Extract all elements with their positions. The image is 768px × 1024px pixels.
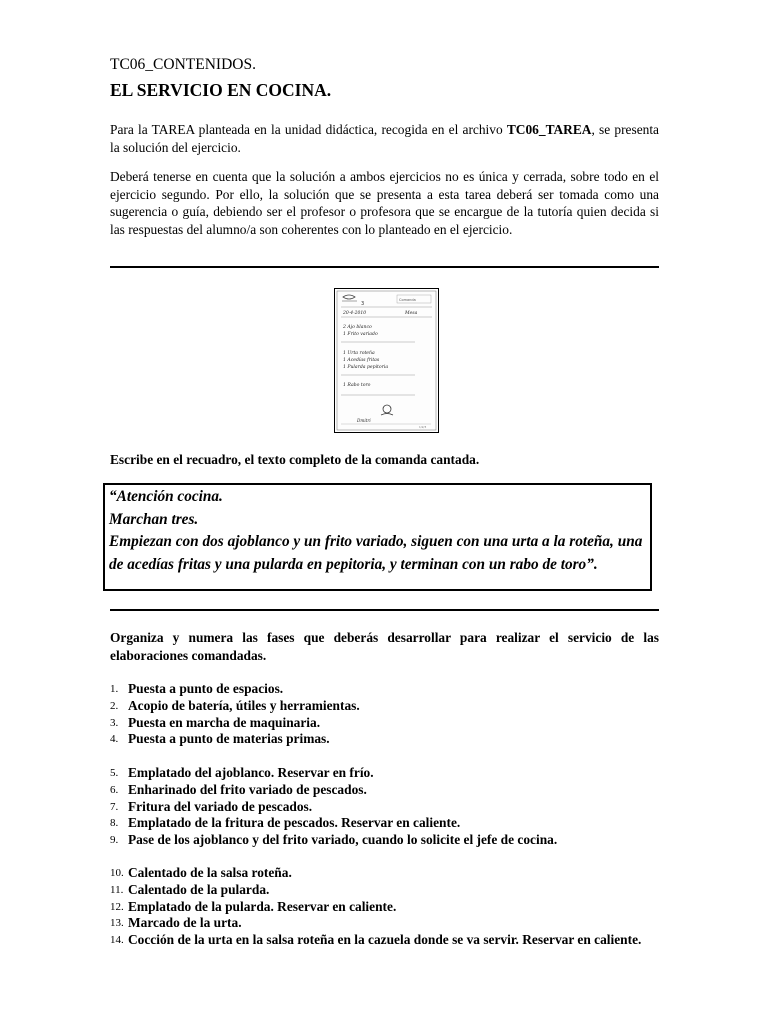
step-number: 9. <box>110 834 119 847</box>
ticket-item: 1 Frito variado <box>343 332 378 337</box>
step-number: 7. <box>110 800 119 813</box>
step-number: 1. <box>110 683 119 695</box>
question-2: Organiza y numera las fases que deberás desarrollar para realizar el servicio de las elaboraciones comandadas. <box>110 630 659 663</box>
ticket-item: 1 Rabo toro <box>343 383 371 388</box>
step-item <box>110 915 659 932</box>
file-reference: TC06_TAREA <box>506 122 592 137</box>
step-text: Emplatado de la pularda. Reservar en caliente. <box>128 898 397 914</box>
ticket-signature: Dmitri <box>357 418 371 423</box>
answer-line-2: Marchan tres. <box>109 510 199 528</box>
step-number: 8. <box>110 817 119 830</box>
step-number: 3. <box>110 716 119 729</box>
step-number: 4. <box>110 733 119 746</box>
steps-list-2 <box>110 765 659 849</box>
step-item <box>110 765 659 782</box>
step-item <box>110 815 659 832</box>
step-text: Puesta a punto de espacios. <box>128 681 284 696</box>
step-number: 13. <box>110 917 124 930</box>
intro-text: Para la TAREA planteada en la unidad didáctica, recogida en el archivo <box>110 122 507 137</box>
ticket-footer-ref: 1/2/3 <box>419 425 427 429</box>
document-title: EL SERVICIO EN COCINA. <box>110 80 332 100</box>
step-item <box>110 882 659 899</box>
step-text: Puesta a punto de materias primas. <box>128 731 330 747</box>
ticket-item: 1 Acedías fritas <box>343 358 380 363</box>
step-item <box>110 731 659 748</box>
ticket-item: 1 Pularda pepitoria <box>343 365 389 370</box>
ticket-item: 2 Ajo blanco <box>343 325 372 330</box>
step-number: 2. <box>110 699 119 712</box>
question-1: Escribe en el recuadro, el texto completo de la comanda cantada. <box>110 452 480 467</box>
document-code: TC06_CONTENIDOS. <box>110 56 256 73</box>
step-text: Acopio de batería, útiles y herramientas. <box>128 697 360 713</box>
divider <box>110 609 659 611</box>
step-number: 5. <box>110 767 119 779</box>
step-text: Emplatado de la fritura de pescados. Reservar en caliente. <box>128 815 461 831</box>
step-text: Cocción de la urta en la salsa roteña en la cazuela donde se va servir. Reservar en caliente. <box>128 932 642 948</box>
step-number: 11. <box>110 883 124 896</box>
step-item <box>110 782 659 799</box>
step-text: Enharinado del frito variado de pescados. <box>128 781 367 797</box>
step-text: Puesta en marcha de maquinaria. <box>128 714 321 730</box>
step-text: Marcado de la urta. <box>128 915 242 931</box>
step-number: 6. <box>110 783 119 796</box>
order-ticket-drawing <box>335 289 438 432</box>
intro-text-end: , se presenta la solución del ejercicio. <box>110 122 659 155</box>
ticket-date: 20-4-2010 <box>343 311 367 316</box>
steps-list-3 <box>110 865 659 949</box>
answer-line-1: “Atención cocina. <box>109 488 223 505</box>
ticket-item: 1 Urta roteña <box>343 351 375 356</box>
intro-paragraph-2: Deberá tenerse en cuenta que la solución a ambos ejercicios no es única y cerrada, sobre todo en el ejercicio segundo. Por ello, la solución que se presenta a esta tarea deberá ser tomada como una sugerencia o guía, debiendo ser el profesor o profesora que se encargue de la tutoría quien decida si las respuestas del alumno/a son coherentes con lo planteado en el ejercicio. <box>110 169 659 237</box>
answer-box <box>103 483 652 591</box>
step-item <box>110 865 659 882</box>
step-item <box>110 799 659 816</box>
steps-list-1 <box>110 681 659 748</box>
step-item <box>110 899 659 916</box>
step-text: Pase de los ajoblanco y del frito variado, cuando lo solicite el jefe de cocina. <box>128 832 558 848</box>
ticket-header-text: Comanda <box>399 298 416 302</box>
step-item <box>110 932 659 949</box>
intro-paragraph-1 <box>110 121 659 156</box>
step-item <box>110 698 659 715</box>
step-item <box>110 681 659 698</box>
step-text: Calentado de la salsa roteña. <box>128 865 292 880</box>
step-number: 10. <box>110 867 124 879</box>
order-ticket-image <box>334 288 439 433</box>
divider <box>110 266 659 268</box>
step-text: Emplatado del ajoblanco. Reservar en frío. <box>128 765 374 780</box>
step-item <box>110 832 659 849</box>
step-item <box>110 715 659 732</box>
ticket-table-label: Mesa <box>405 311 418 316</box>
ticket-number: 3 <box>361 301 365 307</box>
step-text: Fritura del variado de pescados. <box>128 798 313 814</box>
step-number: 14. <box>110 934 124 947</box>
step-number: 12. <box>110 900 124 913</box>
answer-line-3: Empiezan con dos ajoblanco y un frito variado, siguen con una urta a la roteña, una de acedías fritas y una pularda en pepitoria, y terminan con un rabo de toro”. <box>109 533 643 573</box>
step-text: Calentado de la pularda. <box>128 881 270 897</box>
